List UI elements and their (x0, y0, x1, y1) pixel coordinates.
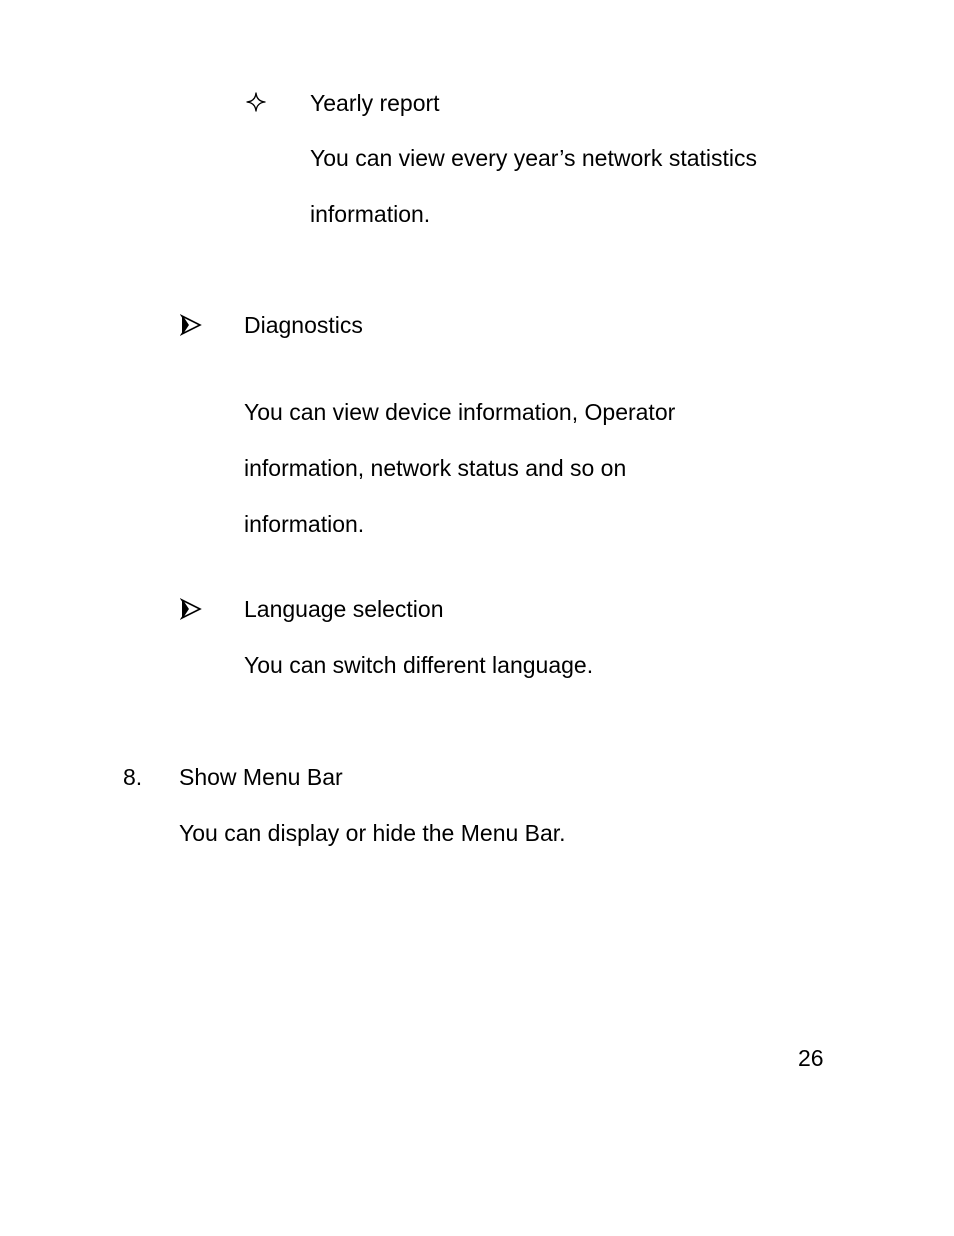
yearly-report-description-line-2: information. (310, 201, 431, 227)
show-menu-bar-description: You can display or hide the Menu Bar. (179, 820, 566, 846)
diagnostics-description-line-3: information. (244, 511, 365, 537)
arrowhead-bullet-icon (180, 314, 202, 336)
diagnostics-description-line-1: You can view device information, Operator (244, 399, 676, 425)
yearly-report-description-line-1: You can view every year’s network statistics (310, 145, 757, 171)
list-number: 8. (123, 764, 143, 790)
language-selection-description: You can switch different language. (244, 652, 594, 678)
page-number: 26 (798, 1045, 824, 1071)
show-menu-bar-title: Show Menu Bar (179, 764, 343, 790)
yearly-report-title: Yearly report (310, 90, 440, 116)
diagnostics-description-line-2: information, network status and so on (244, 455, 627, 481)
language-selection-title: Language selection (244, 596, 444, 622)
diagnostics-title: Diagnostics (244, 312, 363, 338)
arrowhead-bullet-icon (180, 598, 202, 620)
four-point-star-icon (246, 92, 266, 112)
